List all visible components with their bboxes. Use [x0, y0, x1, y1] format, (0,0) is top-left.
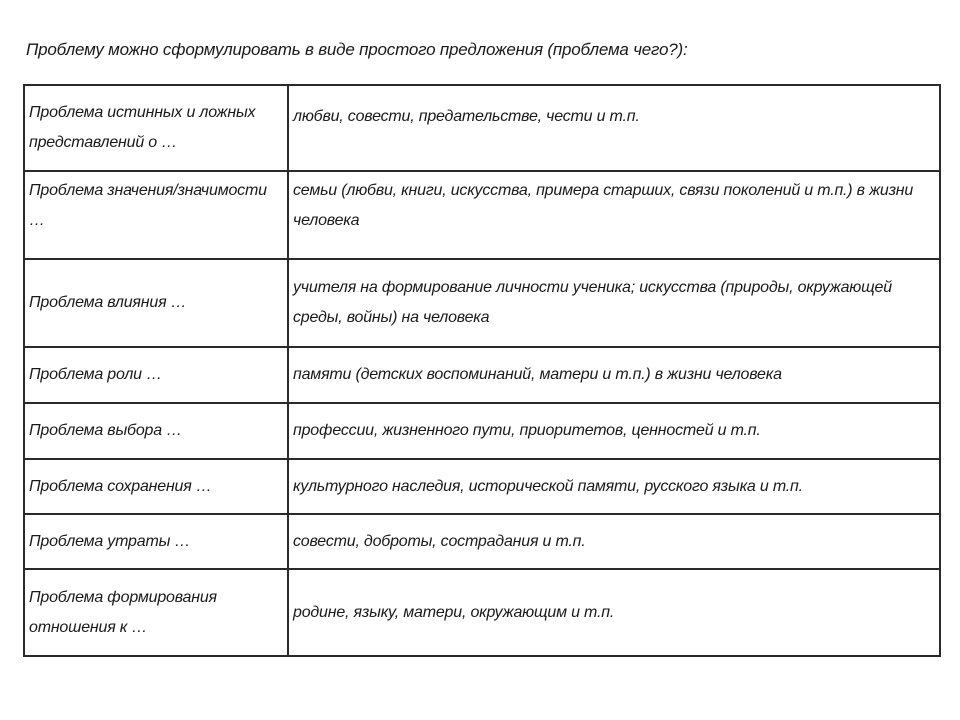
table-row	[24, 403, 940, 459]
problem-subject-cell: любви, совести, предательстве, чести и т.п.	[288, 85, 940, 171]
table-row	[24, 347, 940, 403]
problem-type-cell: Проблема утраты …	[24, 514, 288, 569]
problem-subject-cell: профессии, жизненного пути, приоритетов, ценностей и т.п.	[288, 403, 940, 459]
problem-type-cell: Проблема формирования отношения к …	[24, 569, 288, 656]
table-row	[24, 85, 940, 171]
problem-type-cell: Проблема влияния …	[24, 259, 288, 347]
table-row	[24, 259, 940, 347]
problem-subject-cell: родине, языку, матери, окружающим и т.п.	[288, 569, 940, 656]
problem-type-cell: Проблема сохранения …	[24, 459, 288, 514]
problem-subject-cell: учителя на формирование личности ученика; искусства (природы, окружающей среды, войны) на человека	[288, 259, 940, 347]
problem-type-cell: Проблема истинных и ложных представлений о …	[24, 85, 288, 171]
problem-type-cell: Проблема роли …	[24, 347, 288, 403]
table-row	[24, 171, 940, 259]
problem-type-cell: Проблема значения/значимости …	[24, 171, 288, 259]
problem-subject-cell: совести, доброты, сострадания и т.п.	[288, 514, 940, 569]
table-row	[24, 569, 940, 656]
table-row	[24, 514, 940, 569]
problem-subject-cell: памяти (детских воспоминаний, матери и т.п.) в жизни человека	[288, 347, 940, 403]
problem-type-cell: Проблема выбора …	[24, 403, 288, 459]
problems-table	[23, 84, 941, 657]
page-heading: Проблему можно сформулировать в виде простого предложения (проблема чего?):	[26, 40, 688, 59]
problem-subject-cell: семьи (любви, книги, искусства, примера старших, связи поколений и т.п.) в жизни человека	[288, 171, 940, 259]
table-row	[24, 459, 940, 514]
problem-subject-cell: культурного наследия, исторической памяти, русского языка и т.п.	[288, 459, 940, 514]
